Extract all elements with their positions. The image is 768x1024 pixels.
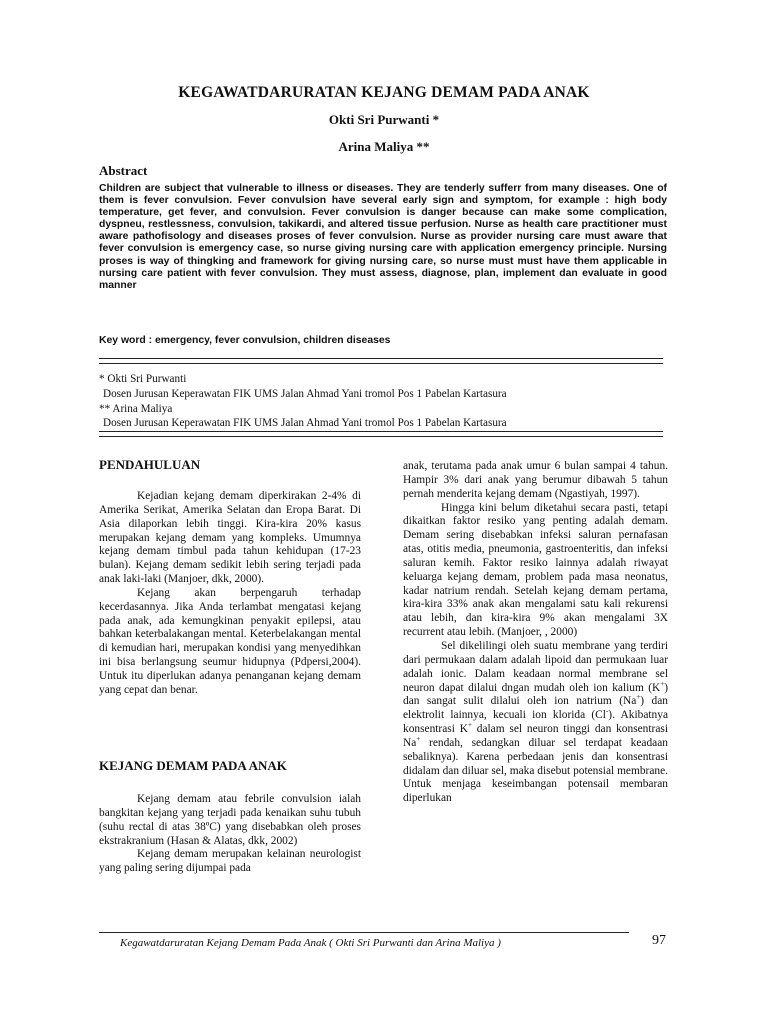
- paragraph: Kejang demam merupakan kelainan neurologist yang paling sering dijumpai pada: [99, 848, 361, 875]
- author-affiliations: [99, 372, 669, 431]
- footer-rule: [99, 932, 629, 933]
- author-2: Arina Maliya **: [338, 139, 430, 154]
- footnote-author-2: ** Arina Maliya: [99, 402, 173, 415]
- paragraph: Kejang demam atau febrile convulsion ialah bangkitan kejang yang terjadi pada kenaikan suhu tubuh (suhu rectal di atas 38ºC) yang disebabkan oleh proses ekstrakranium (Hasan & Alatas, dkk, 2002): [99, 793, 361, 847]
- paragraph: Kejadian kejang demam diperkirakan 2-4% di Amerika Serikat, Amerika Selatan dan Eropa Barat. Di Asia dilaporkan lebih tinggi. Kira-kira 20% kasus merupakan kejang demam yang kompleks. Umumnya kejang demam timbul pada tahun kehidupan (17-23 bulan). Kejang demam sedikit lebih sering terjadi pada anak laki-laki (Manjoer, dkk, 2000).: [99, 490, 361, 586]
- double-rule-bottom: [99, 431, 663, 437]
- footnote-affiliation-1: Dosen Jurusan Keperawatan FIK UMS Jalan Ahmad Yani tromol Pos 1 Pabelan Kartasura: [103, 387, 507, 400]
- keywords: Key word : emergency, fever convulsion, children diseases: [99, 335, 391, 346]
- running-title: Kegawatdaruratan Kejang Demam Pada Anak ( Okti Sri Purwanti dan Arina Maliya ): [120, 937, 501, 949]
- left-column-intro: [99, 490, 361, 698]
- section-heading-pendahuluan: PENDAHULUAN: [99, 457, 201, 472]
- author-1: Okti Sri Purwanti *: [328, 112, 440, 127]
- paragraph: Hingga kini belum diketahui secara pasti, tetapi dikaitkan faktor resiko yang penting adalah demam. Demam sering disebabkan infeksi saluran pernafasan atas, otitis media, pneumonia, gastroenteritis, dan infeksi saluran kemih. Faktor resiko lainnya adalah riwayat keluarga kejang demam, problem pada masa neonatus, kadar natrium rendah. Setelah kejang demam pertama, kira-kira 33% anak akan mengalami satu kali rekurensi atau lebih, dan kira-kira 9% akan mengalami 3X recurrent atau lebih. (Manjoer, , 2000): [403, 501, 668, 639]
- page-number: 97: [652, 933, 666, 948]
- double-rule-top: [99, 358, 663, 364]
- left-column-section2: [99, 793, 361, 876]
- section-heading-kejang-demam: KEJANG DEMAM PADA ANAK: [99, 758, 287, 773]
- paragraph: Kejang akan berpengaruh terhadap kecerdasannya. Jika Anda terlambat mengatasi kejang pada anak, ada kemungkinan penyakit epilepsi, atau bahkan keterbalakangan mental. Keterbelakangan mental di kemudian hari, merupakan kondisi yang menyedihkan ini bisa berlangsung seumur hidupnya (Pdpersi,2004). Untuk itu diperlukan adanya penanganan kejang demam yang cepat dan benar.: [99, 586, 361, 696]
- footnote-author-1: * Okti Sri Purwanti: [99, 373, 187, 385]
- footnote-affiliation-2: Dosen Jurusan Keperawatan FIK UMS Jalan Ahmad Yani tromol Pos 1 Pabelan Kartasura: [103, 417, 507, 430]
- paragraph: anak, terutama pada anak umur 6 bulan sampai 4 tahun. Hampir 3% dari anak yang berumur dibawah 5 tahun pernah menderita kejang demam (Ngastiyah, 1997).: [403, 460, 668, 500]
- right-column: [403, 460, 668, 806]
- abstract-text: Children are subject that vulnerable to illness or diseases. They are tenderly sufferr from many diseases. One of them is fever convulsion. Fever convulsion have several early sign and symptom, for example : high body temperature, get fever, and convulsion. Fever convulsion is danger because can make some complication, dyspneu, restlessness, convulsion, takikardi, and altered tissue perfusion. Nurse as health care practitioner must aware pathofisology and diseases proses of fever convulsion. Nurse as provider nursing care must aware that fever convulsion is emergency case, so nurse giving nursing care with application emergency principle. Nursing proses is way of thingking and framework for giving nursing care, so nurse must must have them applicable in nursing care patient with fever convulsion. They must assess, diagnose, plan, implement dan evaluate in good manner: [99, 183, 667, 291]
- paragraph-membrane: Sel dikelilingi oleh suatu membrane yang terdiri dari permukaan dalam adalah lipoid dan permukaan luar adalah ionic. Dalam keadaan normal membrane sel neuron dapat dilalui dngan mudah oleh ion kalium (K+) dan sangat sulit dilalui oleh ion natrium (Na+) dan elektrolit lainnya, kecuali ion klorida (Cl-). Akibatnya konsentrasi K+ dalam sel neuron tinggi dan konsentrasi Na+ rendah, sedangkan diluar sel terdapat keadaan sebaliknya). Karena perbedaan jenis dan konsentrasi didalam dan diluar sel, maka disebut potensial membrane. Untuk menjaga keseimbangan potensail membaran diperlukan: [403, 639, 668, 805]
- abstract-heading: Abstract: [99, 163, 148, 178]
- paper-title: KEGAWATDARURATAN KEJANG DEMAM PADA ANAK: [178, 84, 590, 101]
